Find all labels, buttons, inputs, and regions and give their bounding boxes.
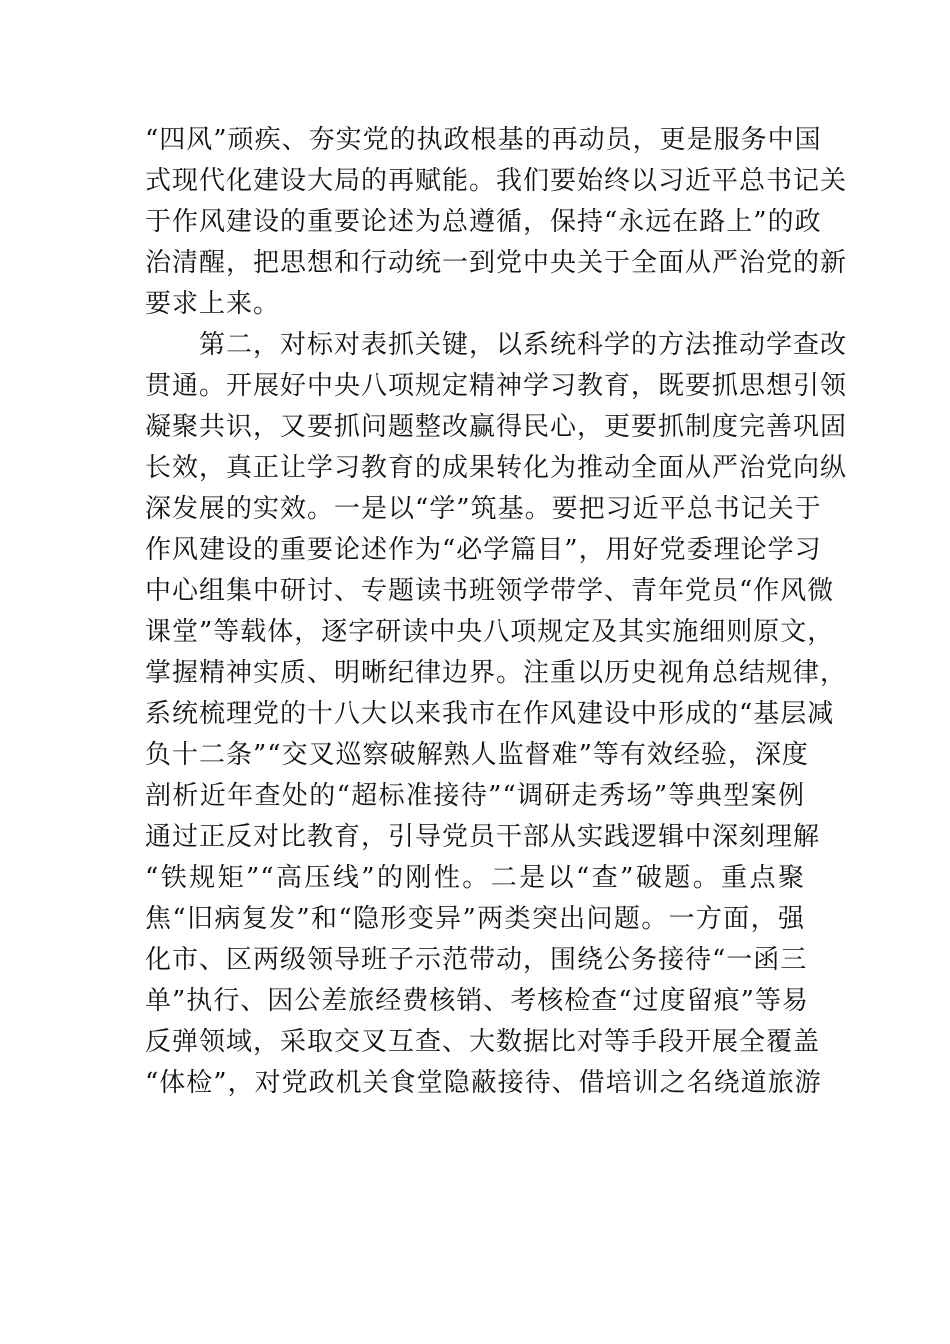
- text-line: 掌握精神实质、明晰纪律边界。注重以历史视角总结规律，: [145, 658, 848, 688]
- text-line: “铁规矩”“高压线”的刚性。二是以“查”破题。重点聚: [145, 863, 805, 893]
- text-line: 课堂”等载体，逐字研读中央八项规定及其实施细则原文，: [145, 617, 835, 647]
- text-line: 剖析近年查处的“超标准接待”“调研走秀场”等典型案例: [145, 781, 805, 811]
- text-line: 反弹领域，采取交叉互查、大数据比对等手段开展全覆盖: [145, 1027, 821, 1057]
- paragraph-start-line: 第二，对标对表抓关键，以系统科学的方法推动学查改: [199, 330, 848, 360]
- text-line: 通过正反对比教育，引导党员干部从实践逻辑中深刻理解: [145, 822, 821, 852]
- text-line: 贯通。开展好中央八项规定精神学习教育，既要抓思想引领: [145, 371, 848, 401]
- text-line: 于作风建设的重要论述为总遵循，保持“永远在路上”的政: [145, 207, 822, 237]
- text-line: 化市、区两级领导班子示范带动，围绕公务接待“一函三: [145, 945, 808, 975]
- text-line: 系统梳理党的十八大以来我市在作风建设中形成的“基层减: [145, 699, 835, 729]
- text-line: “四风”顽疾、夯实党的执政根基的再动员，更是服务中国: [145, 125, 822, 155]
- text-line: 作风建设的重要论述作为“必学篇目”，用好党委理论学习: [145, 535, 822, 565]
- text-line: 要求上来。: [145, 289, 281, 319]
- text-line: 单”执行、因公差旅经费核销、考核检查“过度留痕”等易: [145, 986, 809, 1016]
- text-line: 中心组集中研讨、专题读书班领学带学、青年党员“作风微: [145, 576, 835, 606]
- text-line: 治清醒，把思想和行动统一到党中央关于全面从严治党的新: [145, 248, 848, 278]
- text-line: 深发展的实效。一是以“学”筑基。要把习近平总书记关于: [145, 494, 822, 524]
- text-line: 式现代化建设大局的再赋能。我们要始终以习近平总书记关: [145, 166, 848, 196]
- text-line: 负十二条”“交叉巡察破解熟人监督难”等有效经验，深度: [145, 740, 809, 770]
- text-line: 凝聚共识，又要抓问题整改赢得民心，更要抓制度完善巩固: [145, 412, 848, 442]
- text-line: 焦“旧病复发”和“隐形变异”两类突出问题。一方面，强: [145, 904, 805, 934]
- text-line: “体检”，对党政机关食堂隐蔽接待、借培训之名绕道旅游: [145, 1068, 822, 1098]
- text-line: 长效，真正让学习教育的成果转化为推动全面从严治党向纵: [145, 453, 848, 483]
